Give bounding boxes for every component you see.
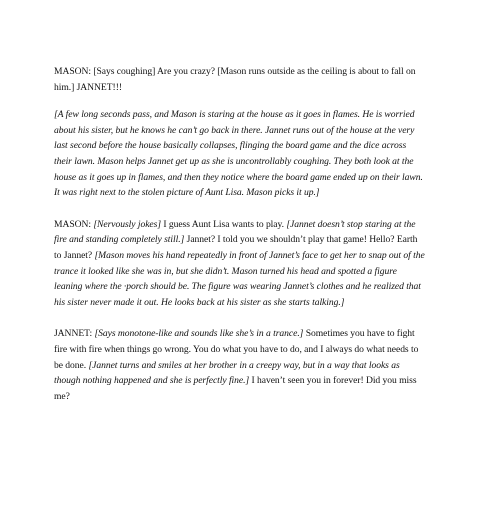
- text-segment: [Says monotone-like and sounds like she’s in a trance.]: [94, 328, 304, 340]
- stage-direction-fire: [54, 107, 426, 201]
- text-segment: [Mason moves his hand repeatedly in front of Jannet’s face to get her to snap out of the trance it looked like she was in, but she didn’t. Mason turned his head and spotted a figure leaning where the ·porch should be. The figure was wearing Jannet’s clothes and he realized that his sister never made it out. He looks back at his sister as she starts talking.]: [54, 249, 425, 308]
- text-segment: I guess Aunt Lisa wants to play.: [161, 218, 287, 230]
- text-segment: [Nervously jokes]: [93, 218, 162, 230]
- text-segment: MASON: [Says coughing] Are you crazy? [Mason runs outside as the ceiling is about to fall on him.] JANNET!!!: [54, 66, 416, 93]
- text-segment: I haven’t seen you in forever! Did you miss me?: [54, 375, 417, 402]
- dialogue-jannet-trance: [54, 326, 426, 404]
- text-segment: Jannet? I told you we shouldn’t play that game! Hello? Earth to Jannet?: [54, 234, 418, 261]
- text-segment: JANNET:: [54, 328, 95, 340]
- dialogue-mason-jokes: [54, 217, 426, 311]
- script-body: [54, 64, 426, 420]
- text-segment: [Jannet doesn’t stop staring at the fire and standing completely still.]: [54, 218, 416, 246]
- text-segment: [A few long seconds pass, and Mason is staring at the house as it goes in flames. He is worried about his sister, but he knows he can’t go back in there. Jannet runs out of the house at the very last second before the house basically collapses, flinging the board game and the dice across their lawn. Mason helps Jannet get up as she is uncontrollably coughing. They both look at the house as it goes up in flames, and then they notice where the board game ended up on their lawn. It was right next to the stolen picture of Aunt Lisa. Mason picks it up.]: [54, 109, 423, 199]
- text-segment: [Jannet turns and smiles at her brother in a creepy way, but in a way that looks as though nothing happened and she is perfectly fine.]: [54, 359, 400, 387]
- dialogue-mason-coughing: [54, 64, 426, 95]
- text-segment: MASON:: [54, 218, 94, 230]
- text-segment: Sometimes you have to fight fire with fire when things go wrong. You do what you have to do, and I always do what needs to be done.: [54, 328, 419, 371]
